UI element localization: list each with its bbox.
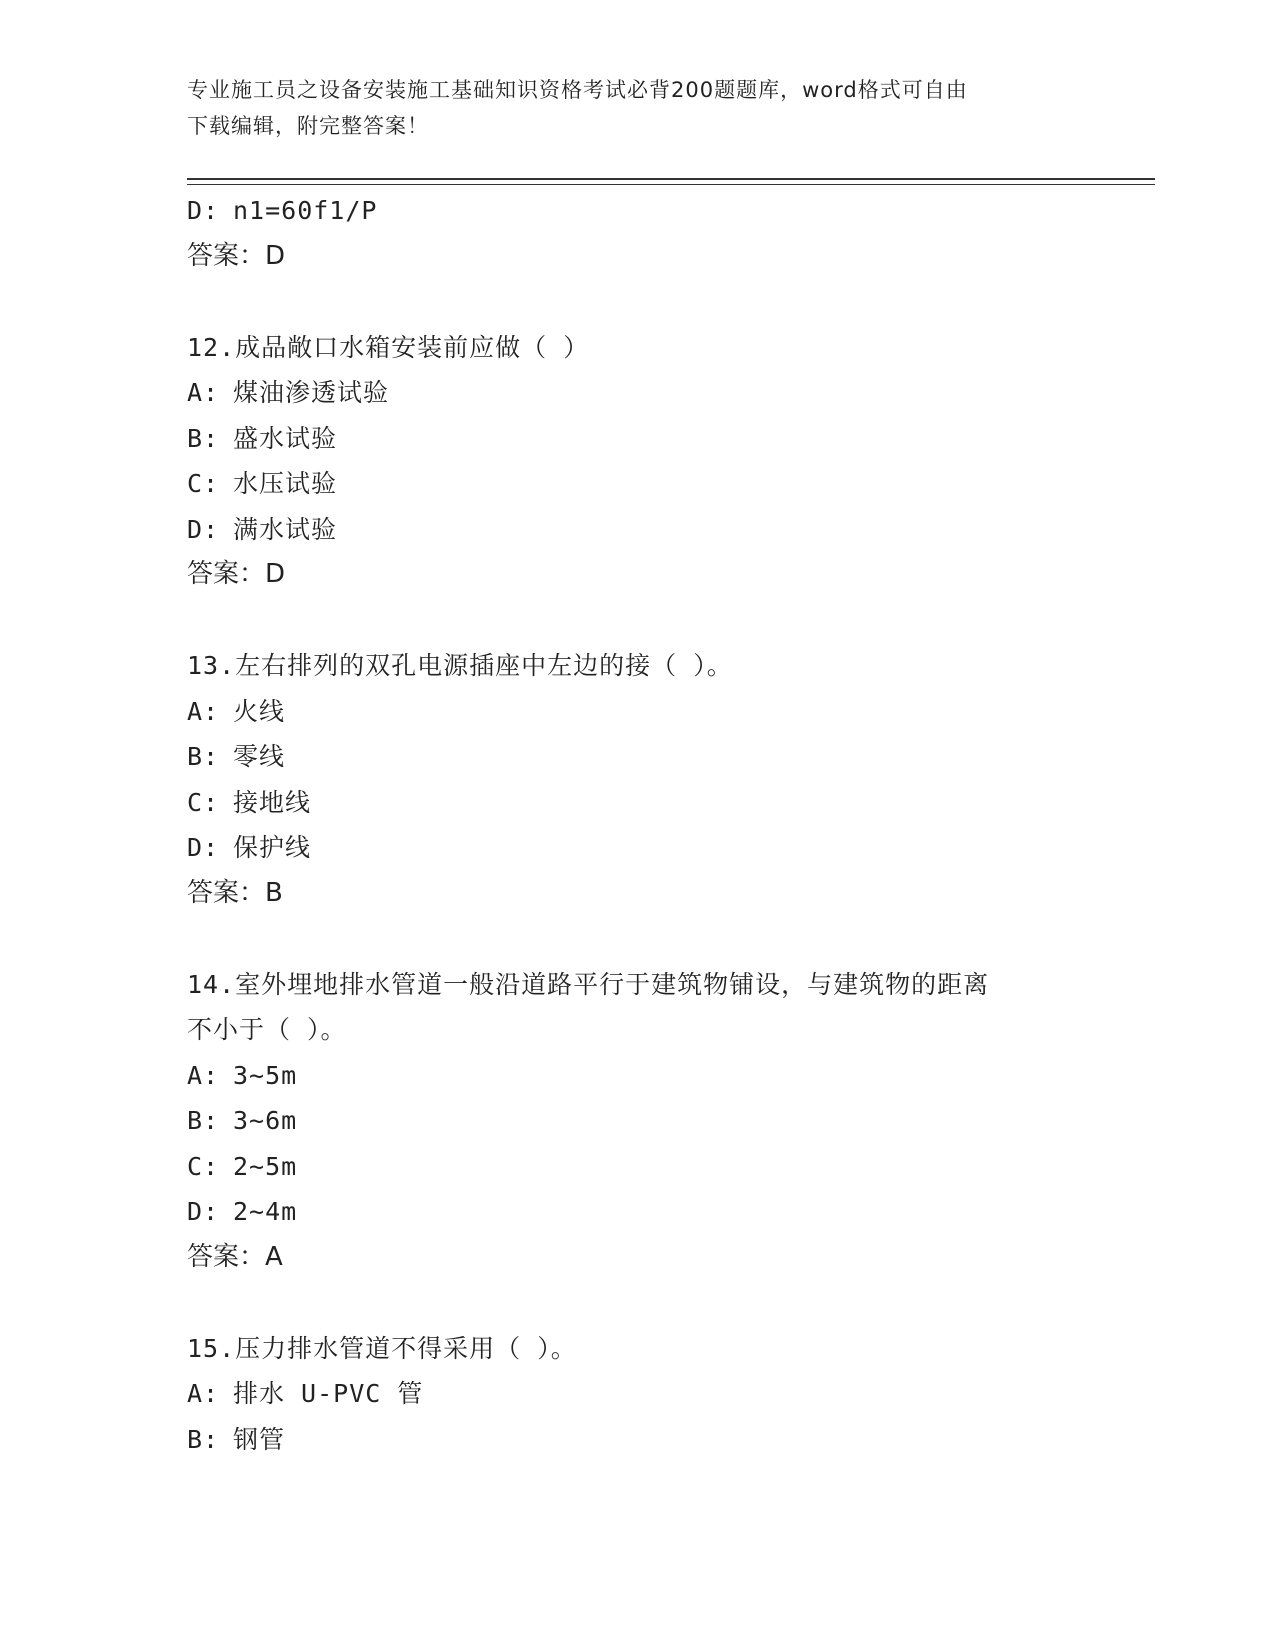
option-line — [187, 1189, 1087, 1235]
question-stem: 15.压力排水管道不得采用（ ）。 — [187, 1333, 577, 1363]
option-line — [187, 689, 1087, 735]
option-text: 保护线 — [233, 833, 312, 862]
option-label: A: — [187, 378, 220, 407]
option-label: D: — [187, 514, 220, 544]
header-rule-thin — [187, 184, 1155, 185]
answer-line: 答案：D — [187, 240, 286, 271]
option-text: 排水 U-PVC 管 — [233, 1379, 424, 1408]
header-rule-thick — [187, 178, 1155, 180]
spacer — [187, 279, 1087, 325]
option-text: 满水试验 — [233, 514, 338, 544]
option-text: 2~4m — [233, 1197, 298, 1226]
option-line — [187, 188, 1087, 234]
option-line — [187, 1371, 1087, 1417]
question-stem: 12.成品敞口水箱安装前应做（ ） — [187, 332, 590, 362]
header-line-1: 专业施工员之设备安装施工基础知识资格考试必背200题题库，word格式可自由 — [187, 78, 968, 102]
answer-line: 答案：A — [187, 1241, 283, 1272]
question-stem-line-1: 14.室外埋地排水管道一般沿道路平行于建筑物铺设，与建筑物的距离 — [187, 969, 990, 999]
option-label: C: — [187, 787, 220, 817]
question-list — [187, 188, 1087, 1462]
option-line — [187, 1053, 1087, 1099]
option-line — [187, 370, 1087, 416]
option-line — [187, 416, 1087, 462]
option-label: B: — [187, 1106, 220, 1135]
option-text: 火线 — [233, 696, 286, 726]
header-line-2: 下载编辑，附完整答案！ — [187, 114, 429, 138]
option-label: A: — [187, 696, 220, 726]
option-label: A: — [187, 1379, 220, 1408]
option-line — [187, 1417, 1087, 1463]
option-label: C: — [187, 469, 220, 498]
option-label: A: — [187, 1060, 220, 1090]
spacer — [187, 598, 1087, 644]
option-line — [187, 734, 1087, 780]
option-line — [187, 1144, 1087, 1190]
question-stem-line-2: 不小于（ ）。 — [187, 1015, 347, 1044]
option-text: 3~6m — [233, 1106, 298, 1135]
option-label: B: — [187, 423, 220, 453]
option-label: D: — [187, 196, 220, 225]
option-label: C: — [187, 1151, 220, 1181]
question-stem: 13.左右排列的双孔电源插座中左边的接（ ）。 — [187, 651, 733, 680]
option-line — [187, 780, 1087, 826]
option-text: 接地线 — [233, 787, 312, 817]
option-text: 钢管 — [233, 1424, 286, 1454]
option-text: 3~5m — [233, 1060, 298, 1090]
option-line — [187, 825, 1087, 871]
option-text: 零线 — [233, 742, 286, 771]
option-line — [187, 1098, 1087, 1144]
option-text: 煤油渗透试验 — [233, 378, 390, 407]
document-header — [187, 72, 1087, 144]
option-label: D: — [187, 1197, 220, 1226]
answer-line: 答案：D — [187, 559, 286, 589]
answer-line: 答案：B — [187, 877, 283, 908]
option-text: 2~5m — [233, 1151, 298, 1181]
option-text: 盛水试验 — [233, 423, 338, 453]
option-text: n1=60f1/P — [233, 196, 378, 225]
spacer — [187, 1280, 1087, 1326]
option-label: D: — [187, 833, 220, 862]
option-line — [187, 461, 1087, 507]
option-label: B: — [187, 742, 220, 771]
spacer — [187, 916, 1087, 962]
option-label: B: — [187, 1424, 220, 1454]
option-line — [187, 507, 1087, 553]
option-text: 水压试验 — [233, 469, 338, 498]
